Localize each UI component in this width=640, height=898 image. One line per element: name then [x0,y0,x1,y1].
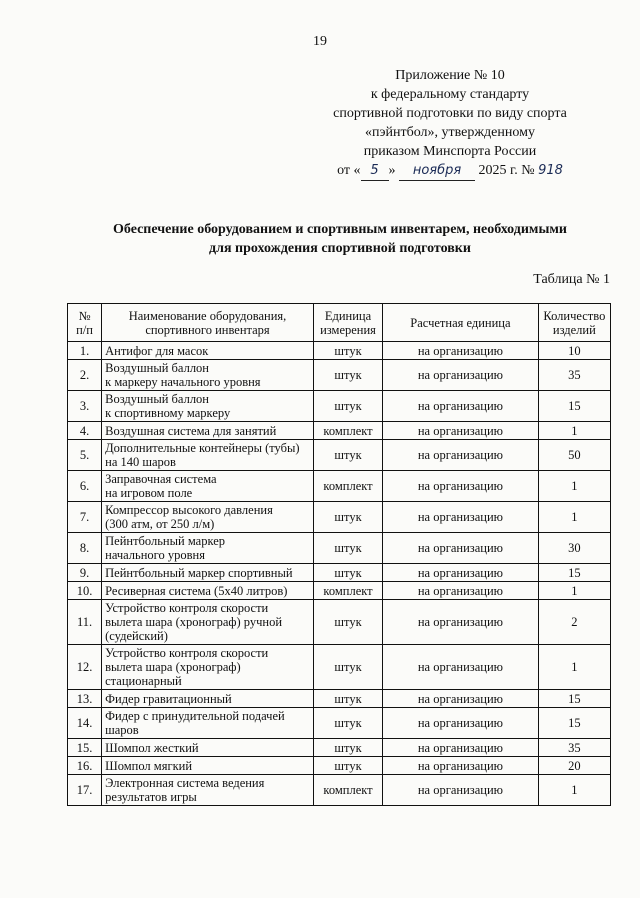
row-name: Ресиверная система (5х40 литров) [102,582,314,600]
table-row [68,440,611,471]
row-name: Устройство контроля скорости вылета шара (хронограф) ручной (судейский) [102,600,314,645]
row-name: Электронная система ведения результатов игры [102,775,314,806]
row-num: 6. [68,471,102,502]
row-qty: 1 [538,645,610,690]
table-row [68,739,611,757]
row-qty: 15 [538,564,610,582]
row-unit: штук [313,757,382,775]
order-number: 918 [538,163,563,178]
row-name: Пейнтбольный маркер спортивный [102,564,314,582]
row-num: 15. [68,739,102,757]
row-num: 3. [68,391,102,422]
appendix-line-2: к федеральному стандарту [370,87,530,102]
table-row [68,533,611,564]
appendix-date-line [300,161,600,181]
appendix-block [300,66,600,181]
row-name: Фидер гравитационный [102,690,314,708]
heading-line-2: для прохождения спортивной подготовки [209,241,471,256]
table-row [68,422,611,440]
header-qty: Количество изделий [538,304,610,342]
row-name: Воздушный баллон к маркеру начального уровня [102,360,314,391]
row-num: 16. [68,757,102,775]
row-unit: штук [313,708,382,739]
row-name: Шомпол мягкий [102,757,314,775]
row-name: Устройство контроля скорости вылета шара (хронограф) стационарный [102,645,314,690]
row-calc: на организацию [383,391,539,422]
row-calc: на организацию [383,582,539,600]
row-unit: штук [313,600,382,645]
row-calc: на организацию [383,708,539,739]
row-name: Воздушный баллон к спортивному маркеру [102,391,314,422]
row-unit: комплект [313,582,382,600]
table-row [68,708,611,739]
equipment-table [67,303,611,806]
row-qty: 10 [538,342,610,360]
header-unit: Единица измерения [313,304,382,342]
row-num: 2. [68,360,102,391]
row-unit: комплект [313,471,382,502]
row-num: 1. [68,342,102,360]
row-qty: 1 [538,422,610,440]
page-number: 19 [313,34,327,49]
appendix-line-4: «пэйнтбол», утвержденному [365,125,535,140]
row-name: Дополнительные контейнеры (тубы) на 140 шаров [102,440,314,471]
row-num: 4. [68,422,102,440]
table-row [68,600,611,645]
row-unit: штук [313,564,382,582]
row-num: 11. [68,600,102,645]
appendix-line-5: приказом Минспорта России [363,144,537,159]
date-prefix: от « [337,163,361,178]
row-calc: на организацию [383,739,539,757]
row-calc: на организацию [383,757,539,775]
row-qty: 1 [538,582,610,600]
row-calc: на организацию [383,360,539,391]
row-unit: штук [313,502,382,533]
heading-line-1: Обеспечение оборудованием и спортивным инвентарем, необходимыми [113,222,567,237]
row-qty: 1 [538,775,610,806]
row-qty: 15 [538,708,610,739]
table-row [68,564,611,582]
row-num: 17. [68,775,102,806]
date-mid: » [388,163,396,178]
row-qty: 35 [538,739,610,757]
row-unit: штук [313,690,382,708]
row-calc: на организацию [383,533,539,564]
row-unit: штук [313,360,382,391]
row-name: Воздушная система для занятий [102,422,314,440]
row-qty: 30 [538,533,610,564]
row-unit: комплект [313,422,382,440]
row-calc: на организацию [383,690,539,708]
row-unit: штук [313,342,382,360]
row-unit: штук [313,739,382,757]
row-qty: 1 [538,471,610,502]
table-row [68,502,611,533]
row-calc: на организацию [383,422,539,440]
row-calc: на организацию [383,440,539,471]
row-calc: на организацию [383,600,539,645]
row-calc: на организацию [383,342,539,360]
table-row [68,471,611,502]
row-calc: на организацию [383,564,539,582]
row-qty: 2 [538,600,610,645]
row-num: 10. [68,582,102,600]
row-unit: штук [313,391,382,422]
row-num: 9. [68,564,102,582]
date-year: 2025 г. № [478,163,535,178]
row-num: 7. [68,502,102,533]
row-calc: на организацию [383,471,539,502]
row-num: 12. [68,645,102,690]
row-name: Антифог для масок [102,342,314,360]
row-qty: 15 [538,391,610,422]
row-unit: штук [313,645,382,690]
table-row [68,360,611,391]
table-row [68,775,611,806]
row-qty: 1 [538,502,610,533]
row-name: Шомпол жесткий [102,739,314,757]
table-row [68,342,611,360]
row-qty: 35 [538,360,610,391]
document-heading [40,220,640,258]
row-unit: комплект [313,775,382,806]
header-num: № п/п [68,304,102,342]
table-row [68,757,611,775]
row-calc: на организацию [383,645,539,690]
appendix-title: Приложение № 10 [395,68,505,83]
row-name: Компрессор высокого давления (300 атм, от 250 л/м) [102,502,314,533]
row-num: 14. [68,708,102,739]
row-calc: на организацию [383,502,539,533]
header-calc: Расчетная единица [383,304,539,342]
appendix-line-3: спортивной подготовки по виду спорта [333,106,567,121]
row-name: Фидер с принудительной подачей шаров [102,708,314,739]
row-num: 13. [68,690,102,708]
row-name: Заправочная система на игровом поле [102,471,314,502]
date-day: 5 [361,161,389,181]
row-qty: 20 [538,757,610,775]
header-name: Наименование оборудования, спортивного инвентаря [102,304,314,342]
table-row [68,645,611,690]
row-qty: 15 [538,690,610,708]
table-row [68,582,611,600]
row-num: 8. [68,533,102,564]
table-header-row [68,304,611,342]
table-row [68,391,611,422]
row-unit: штук [313,533,382,564]
row-name: Пейнтбольный маркер начального уровня [102,533,314,564]
row-calc: на организацию [383,775,539,806]
row-qty: 50 [538,440,610,471]
date-month: ноября [399,161,475,181]
row-unit: штук [313,440,382,471]
table-caption: Таблица № 1 [533,272,610,287]
row-num: 5. [68,440,102,471]
table-row [68,690,611,708]
